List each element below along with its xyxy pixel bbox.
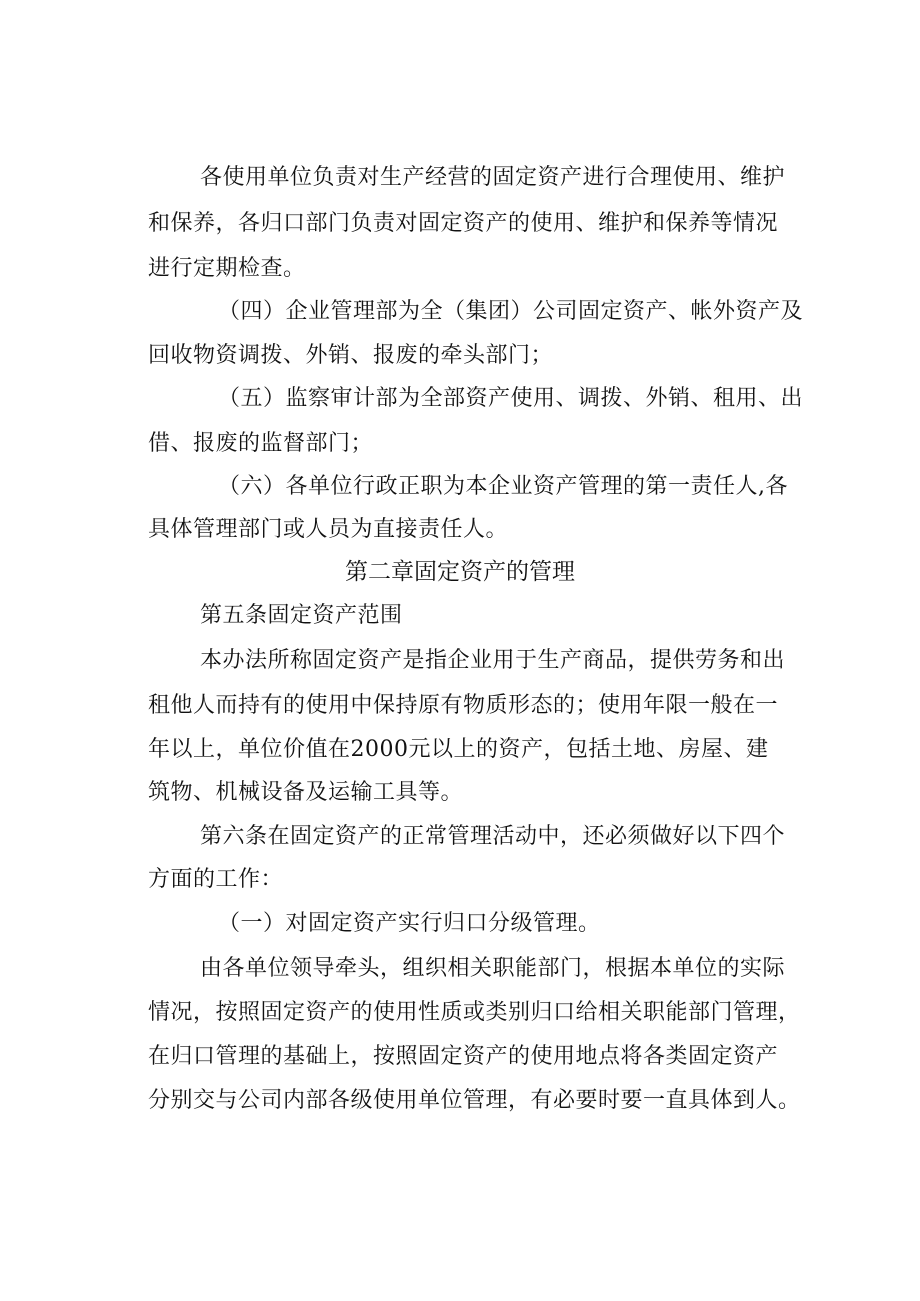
paragraph-line: 租他人而持有的使用中保持原有物质形态的；使用年限一般在一 <box>148 693 779 718</box>
paragraph-line: 各使用单位负责对生产经营的固定资产进行合理使用、维护 <box>200 165 786 190</box>
paragraph-line: 本办法所称固定资产是指企业用于生产商品，提供劳务和出 <box>200 648 786 673</box>
paragraph-line: 和保养，各归口部门负责对固定资产的使用、维护和保养等情况 <box>148 211 779 236</box>
paragraph-line: 借、报废的监督部门； <box>148 431 374 456</box>
paragraph-line: 筑物、机械设备及运输工具等。 <box>148 780 464 805</box>
paragraph-line: 由各单位领导牵头，组织相关职能部门，根据本单位的实际 <box>200 956 786 981</box>
article-title: 第五条固定资产范围 <box>200 603 403 628</box>
paragraph-line: 第六条在固定资产的正常管理活动中，还必须做好以下四个 <box>200 824 786 849</box>
chapter-heading: 第二章固定资产的管理 <box>345 559 575 585</box>
paragraph-line: 情况，按照固定资产的使用性质或类别归口给相关职能部门管理， <box>148 1000 801 1025</box>
paragraph-line: （四）企业管理部为全（集团）公司固定资产、帐外资产及 <box>218 299 804 324</box>
paragraph-line: 具体管理部门或人员为直接责任人。 <box>148 517 509 542</box>
paragraph-line: 分别交与公司内部各级使用单位管理，有必要时要一直具体到人。 <box>148 1088 801 1113</box>
paragraph-line: 年以上，单位价值在2000元以上的资产，包括土地、房屋、建 <box>148 737 769 762</box>
paragraph-line: （六）各单位行政正职为本企业资产管理的第一责任人,各 <box>218 474 788 499</box>
paragraph-line: 在归口管理的基础上，按照固定资产的使用地点将各类固定资产 <box>148 1044 779 1069</box>
paragraph-line: 进行定期检查。 <box>148 256 306 281</box>
paragraph-line: （五）监察审计部为全部资产使用、调拨、外销、租用、出 <box>218 386 804 411</box>
paragraph-line: 回收物资调拨、外销、报废的牵头部门； <box>148 343 554 368</box>
paragraph-line: 方面的工作： <box>148 867 284 892</box>
paragraph-line: （一）对固定资产实行归口分级管理。 <box>218 911 601 936</box>
